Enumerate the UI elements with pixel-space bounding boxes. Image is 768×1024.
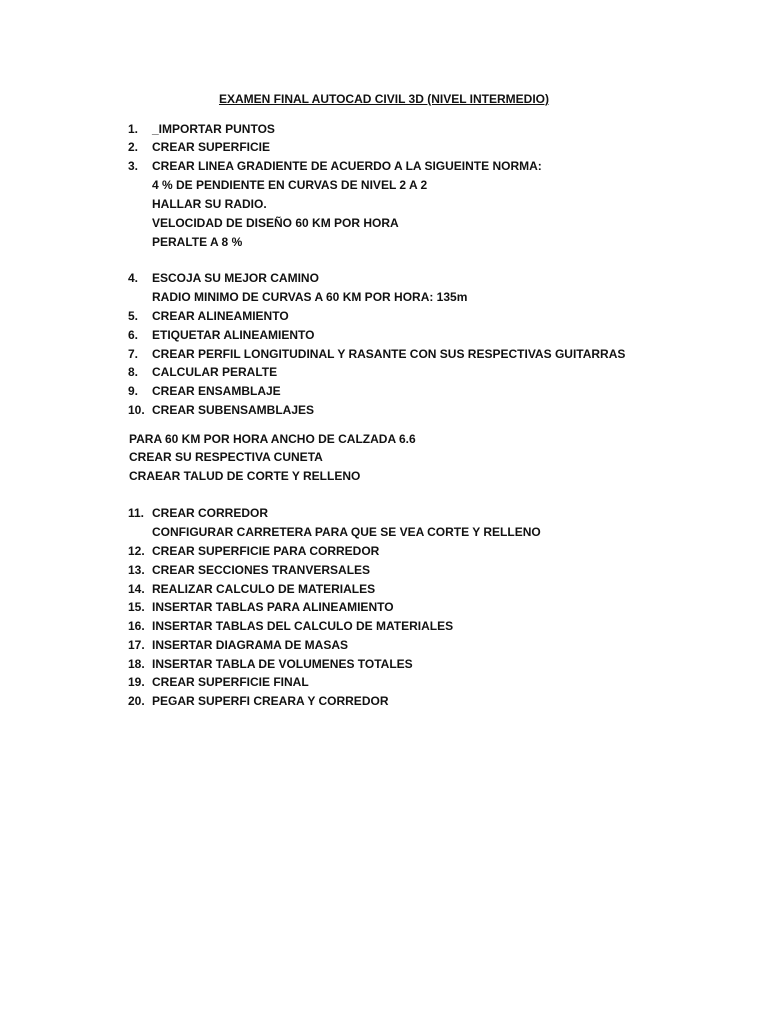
item-text-20: PEGAR SUPERFI CREARA Y CORREDOR	[152, 694, 389, 708]
item-text-9: CREAR ENSAMBLAJE	[152, 384, 281, 398]
item-text-14: REALIZAR CALCULO DE MATERIALES	[152, 582, 376, 596]
item-number-19: 19.	[128, 675, 145, 689]
item-text-1: _IMPORTAR PUNTOS	[152, 122, 275, 136]
item-number-3: 3.	[128, 159, 139, 173]
item-number-9: 9.	[128, 384, 139, 398]
item-text-16: INSERTAR TABLAS DEL CALCULO DE MATERIALES	[152, 619, 454, 633]
item-text-17: INSERTAR DIAGRAMA DE MASAS	[152, 638, 349, 652]
note-1: PARA 60 KM POR HORA ANCHO DE CALZADA 6.6	[129, 432, 416, 446]
item-text-8: CALCULAR PERALTE	[152, 365, 278, 379]
item-text-18: INSERTAR TABLA DE VOLUMENES TOTALES	[152, 657, 413, 671]
item-text-4: ESCOJA SU MEJOR CAMINO	[152, 271, 319, 285]
item-number-12: 12.	[128, 544, 145, 558]
item-text-11: CREAR CORREDOR	[152, 506, 269, 520]
item-number-7: 7.	[128, 347, 139, 361]
item-text-19: CREAR SUPERFICIE FINAL	[152, 675, 309, 689]
item-text-13: CREAR SECCIONES TRANVERSALES	[152, 563, 371, 577]
item-4-detail: RADIO MINIMO DE CURVAS A 60 KM POR HORA: 135m	[152, 290, 468, 304]
item-text-10: CREAR SUBENSAMBLAJES	[152, 403, 315, 417]
item-number-15: 15.	[128, 600, 145, 614]
note-2: CREAR SU RESPECTIVA CUNETA	[129, 450, 323, 464]
item-3-detail-1: 4 % DE PENDIENTE EN CURVAS DE NIVEL 2 A 2	[152, 178, 428, 192]
item-text-3: CREAR LINEA GRADIENTE DE ACUERDO A LA SIGUEINTE NORMA:	[152, 159, 542, 173]
item-number-4: 4.	[128, 271, 139, 285]
item-3-detail-2: HALLAR SU RADIO.	[152, 197, 267, 211]
item-number-17: 17.	[128, 638, 145, 652]
item-text-7: CREAR PERFIL LONGITUDINAL Y RASANTE CON SUS RESPECTIVAS GUITARRAS	[152, 347, 626, 361]
item-text-6: ETIQUETAR ALINEAMIENTO	[152, 328, 315, 342]
note-3: CRAEAR TALUD DE CORTE Y RELLENO	[129, 469, 361, 483]
item-number-10: 10.	[128, 403, 145, 417]
item-3-detail-4: PERALTE A 8 %	[152, 235, 243, 249]
item-number-18: 18.	[128, 657, 145, 671]
item-text-5: CREAR ALINEAMIENTO	[152, 309, 289, 323]
item-number-1: 1.	[128, 122, 139, 136]
item-3-detail-3: VELOCIDAD DE DISEÑO 60 KM POR HORA	[152, 216, 399, 230]
item-number-11: 11.	[128, 506, 145, 520]
item-text-12: CREAR SUPERFICIE PARA CORREDOR	[152, 544, 380, 558]
item-number-8: 8.	[128, 365, 139, 379]
item-11-detail: CONFIGURAR CARRETERA PARA QUE SE VEA CORTE Y RELLENO	[152, 525, 541, 539]
item-number-14: 14.	[128, 582, 145, 596]
item-number-20: 20.	[128, 694, 145, 708]
item-number-6: 6.	[128, 328, 139, 342]
item-number-16: 16.	[128, 619, 145, 633]
item-text-15: INSERTAR TABLAS PARA ALINEAMIENTO	[152, 600, 394, 614]
document-title: EXAMEN FINAL AUTOCAD CIVIL 3D (NIVEL INTERMEDIO)	[218, 92, 550, 106]
item-number-5: 5.	[128, 309, 139, 323]
item-number-13: 13.	[128, 563, 145, 577]
item-number-2: 2.	[128, 140, 139, 154]
item-text-2: CREAR SUPERFICIE	[152, 140, 271, 154]
